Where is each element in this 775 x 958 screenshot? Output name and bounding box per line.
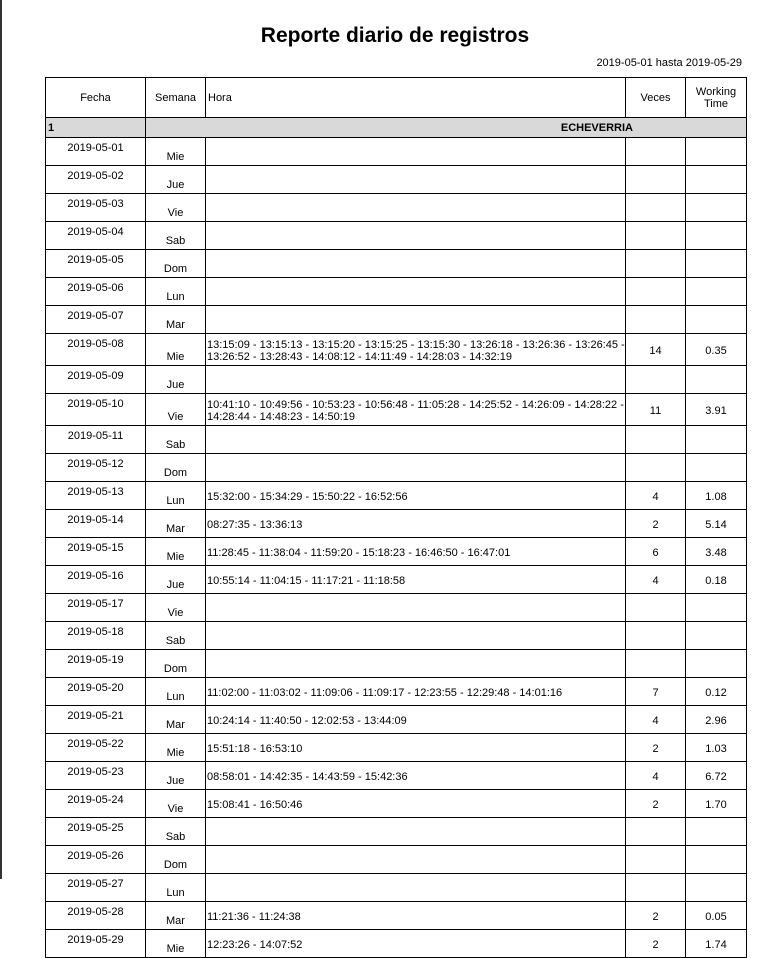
cell-fecha: 2019-05-07 (46, 306, 146, 334)
cell-fecha: 2019-05-24 (46, 790, 146, 818)
cell-fecha: 2019-05-08 (46, 334, 146, 366)
table-row (46, 166, 747, 194)
table-row (46, 426, 747, 454)
cell-semana: Lun (146, 278, 206, 306)
table-header-row (46, 78, 747, 118)
cell-fecha: 2019-05-18 (46, 622, 146, 650)
cell-hora (206, 874, 626, 902)
cell-semana: Mar (146, 902, 206, 930)
cell-veces (626, 650, 686, 678)
cell-fecha: 2019-05-09 (46, 366, 146, 394)
table-row (46, 394, 747, 426)
cell-veces (626, 454, 686, 482)
cell-hora (206, 650, 626, 678)
cell-working-time (686, 278, 747, 306)
cell-veces: 2 (626, 510, 686, 538)
cell-veces: 11 (626, 394, 686, 426)
cell-working-time (686, 194, 747, 222)
group-row (46, 118, 747, 138)
cell-veces: 2 (626, 902, 686, 930)
cell-hora (206, 454, 626, 482)
cell-working-time: 0.12 (686, 678, 747, 706)
cell-hora: 08:27:35 - 13:36:13 (206, 510, 626, 538)
cell-hora (206, 426, 626, 454)
cell-working-time (686, 622, 747, 650)
cell-fecha: 2019-05-02 (46, 166, 146, 194)
cell-working-time: 1.03 (686, 734, 747, 762)
cell-semana: Mie (146, 734, 206, 762)
cell-veces: 2 (626, 930, 686, 958)
cell-fecha: 2019-05-28 (46, 902, 146, 930)
report-title: Reporte diario de registros (260, 24, 530, 47)
cell-working-time (686, 366, 747, 394)
cell-working-time: 3.48 (686, 538, 747, 566)
cell-semana: Vie (146, 194, 206, 222)
cell-hora (206, 306, 626, 334)
cell-working-time (686, 426, 747, 454)
table-row (46, 334, 747, 366)
table-row (46, 874, 747, 902)
cell-veces (626, 874, 686, 902)
cell-semana: Jue (146, 166, 206, 194)
cell-fecha: 2019-05-23 (46, 762, 146, 790)
table-row (46, 734, 747, 762)
cell-semana: Vie (146, 790, 206, 818)
cell-fecha: 2019-05-17 (46, 594, 146, 622)
cell-veces (626, 426, 686, 454)
cell-veces (626, 622, 686, 650)
cell-working-time: 1.08 (686, 482, 747, 510)
cell-hora: 08:58:01 - 14:42:35 - 14:43:59 - 15:42:36 (206, 762, 626, 790)
cell-hora (206, 250, 626, 278)
cell-fecha: 2019-05-01 (46, 138, 146, 166)
table-row (46, 566, 747, 594)
cell-fecha: 2019-05-11 (46, 426, 146, 454)
cell-working-time (686, 874, 747, 902)
cell-hora: 11:28:45 - 11:38:04 - 11:59:20 - 15:18:23 - 16:46:50 - 16:47:01 (206, 538, 626, 566)
table-row (46, 278, 747, 306)
cell-hora (206, 138, 626, 166)
cell-semana: Mar (146, 306, 206, 334)
cell-working-time: 2.96 (686, 706, 747, 734)
cell-veces (626, 194, 686, 222)
records-table (45, 77, 747, 958)
cell-fecha: 2019-05-06 (46, 278, 146, 306)
cell-veces: 2 (626, 790, 686, 818)
cell-veces (626, 846, 686, 874)
cell-hora (206, 194, 626, 222)
cell-semana: Lun (146, 874, 206, 902)
column-header-working-time: Working Time (686, 78, 747, 118)
cell-fecha: 2019-05-26 (46, 846, 146, 874)
cell-working-time: 0.35 (686, 334, 747, 366)
table-row (46, 594, 747, 622)
table-row (46, 454, 747, 482)
cell-veces: 14 (626, 334, 686, 366)
column-header-semana: Semana (146, 78, 206, 118)
cell-working-time (686, 138, 747, 166)
cell-veces: 4 (626, 566, 686, 594)
table-row (46, 818, 747, 846)
cell-fecha: 2019-05-13 (46, 482, 146, 510)
cell-semana: Mar (146, 510, 206, 538)
cell-semana: Mie (146, 334, 206, 366)
cell-working-time (686, 306, 747, 334)
cell-semana: Vie (146, 594, 206, 622)
cell-working-time: 1.74 (686, 930, 747, 958)
cell-veces (626, 594, 686, 622)
cell-fecha: 2019-05-25 (46, 818, 146, 846)
cell-working-time: 0.18 (686, 566, 747, 594)
cell-hora (206, 818, 626, 846)
cell-fecha: 2019-05-22 (46, 734, 146, 762)
cell-working-time (686, 818, 747, 846)
cell-hora: 15:51:18 - 16:53:10 (206, 734, 626, 762)
cell-semana: Lun (146, 482, 206, 510)
cell-hora (206, 166, 626, 194)
table-row (46, 706, 747, 734)
cell-veces: 4 (626, 762, 686, 790)
cell-working-time (686, 594, 747, 622)
table-row (46, 250, 747, 278)
table-row (46, 762, 747, 790)
cell-veces: 6 (626, 538, 686, 566)
cell-veces: 4 (626, 482, 686, 510)
table-row (46, 902, 747, 930)
column-header-veces: Veces (626, 78, 686, 118)
cell-semana: Sab (146, 622, 206, 650)
cell-hora (206, 222, 626, 250)
column-header-fecha: Fecha (46, 78, 146, 118)
cell-fecha: 2019-05-16 (46, 566, 146, 594)
cell-hora: 10:41:10 - 10:49:56 - 10:53:23 - 10:56:48 - 11:05:28 - 14:25:52 - 14:26:09 - 14:28:22 - 14:28:44 - 14:48:23 - 14:50:19 (206, 394, 626, 426)
cell-veces (626, 250, 686, 278)
cell-working-time: 3.91 (686, 394, 747, 426)
cell-hora: 12:23:26 - 14:07:52 (206, 930, 626, 958)
cell-hora: 10:55:14 - 11:04:15 - 11:17:21 - 11:18:58 (206, 566, 626, 594)
cell-semana: Dom (146, 250, 206, 278)
table-row (46, 622, 747, 650)
cell-hora (206, 278, 626, 306)
group-name: ECHEVERRIA (146, 118, 747, 138)
table-row (46, 846, 747, 874)
cell-working-time (686, 650, 747, 678)
cell-fecha: 2019-05-12 (46, 454, 146, 482)
date-range: 2019-05-01 hasta 2019-05-29 (596, 57, 742, 69)
cell-semana: Jue (146, 566, 206, 594)
cell-fecha: 2019-05-21 (46, 706, 146, 734)
cell-hora (206, 594, 626, 622)
table-row (46, 538, 747, 566)
cell-working-time: 1.70 (686, 790, 747, 818)
cell-veces (626, 278, 686, 306)
cell-fecha: 2019-05-03 (46, 194, 146, 222)
table-row (46, 222, 747, 250)
cell-fecha: 2019-05-10 (46, 394, 146, 426)
cell-hora: 15:32:00 - 15:34:29 - 15:50:22 - 16:52:56 (206, 482, 626, 510)
cell-fecha: 2019-05-15 (46, 538, 146, 566)
cell-semana: Mie (146, 930, 206, 958)
cell-veces: 4 (626, 706, 686, 734)
cell-semana: Jue (146, 366, 206, 394)
cell-working-time (686, 222, 747, 250)
cell-working-time (686, 250, 747, 278)
cell-semana: Dom (146, 846, 206, 874)
cell-fecha: 2019-05-04 (46, 222, 146, 250)
table-row (46, 678, 747, 706)
group-number: 1 (46, 118, 146, 138)
cell-fecha: 2019-05-20 (46, 678, 146, 706)
cell-veces: 2 (626, 734, 686, 762)
cell-hora: 10:24:14 - 11:40:50 - 12:02:53 - 13:44:09 (206, 706, 626, 734)
cell-semana: Lun (146, 678, 206, 706)
cell-working-time: 0.05 (686, 902, 747, 930)
cell-hora (206, 846, 626, 874)
column-header-hora: Hora (206, 78, 626, 118)
table-row (46, 482, 747, 510)
table-row (46, 194, 747, 222)
cell-semana: Mie (146, 138, 206, 166)
table-row (46, 930, 747, 958)
cell-veces: 7 (626, 678, 686, 706)
cell-semana: Sab (146, 426, 206, 454)
cell-veces (626, 166, 686, 194)
cell-semana: Jue (146, 762, 206, 790)
cell-semana: Sab (146, 222, 206, 250)
cell-veces (626, 818, 686, 846)
cell-working-time (686, 846, 747, 874)
table-row (46, 650, 747, 678)
cell-semana: Dom (146, 454, 206, 482)
cell-fecha: 2019-05-05 (46, 250, 146, 278)
cell-working-time: 6.72 (686, 762, 747, 790)
cell-hora: 11:02:00 - 11:03:02 - 11:09:06 - 11:09:17 - 12:23:55 - 12:29:48 - 14:01:16 (206, 678, 626, 706)
cell-hora: 11:21:36 - 11:24:38 (206, 902, 626, 930)
cell-hora (206, 366, 626, 394)
cell-semana: Mar (146, 706, 206, 734)
cell-hora (206, 622, 626, 650)
cell-fecha: 2019-05-29 (46, 930, 146, 958)
table-row (46, 790, 747, 818)
page-left-border (0, 0, 2, 879)
cell-working-time (686, 454, 747, 482)
table-row (46, 366, 747, 394)
table-row (46, 306, 747, 334)
cell-hora: 15:08:41 - 16:50:46 (206, 790, 626, 818)
cell-fecha: 2019-05-27 (46, 874, 146, 902)
cell-working-time: 5.14 (686, 510, 747, 538)
cell-veces (626, 306, 686, 334)
cell-veces (626, 222, 686, 250)
cell-veces (626, 366, 686, 394)
table-row (46, 510, 747, 538)
table-row (46, 138, 747, 166)
cell-semana: Dom (146, 650, 206, 678)
cell-semana: Sab (146, 818, 206, 846)
cell-hora: 13:15:09 - 13:15:13 - 13:15:20 - 13:15:25 - 13:15:30 - 13:26:18 - 13:26:36 - 13:26:45 - 13:26:52 - 13:28:43 - 14:08:12 - 14:11:49 - 14:28:03 - 14:32:19 (206, 334, 626, 366)
cell-veces (626, 138, 686, 166)
cell-semana: Mie (146, 538, 206, 566)
cell-fecha: 2019-05-14 (46, 510, 146, 538)
cell-semana: Vie (146, 394, 206, 426)
cell-working-time (686, 166, 747, 194)
cell-fecha: 2019-05-19 (46, 650, 146, 678)
